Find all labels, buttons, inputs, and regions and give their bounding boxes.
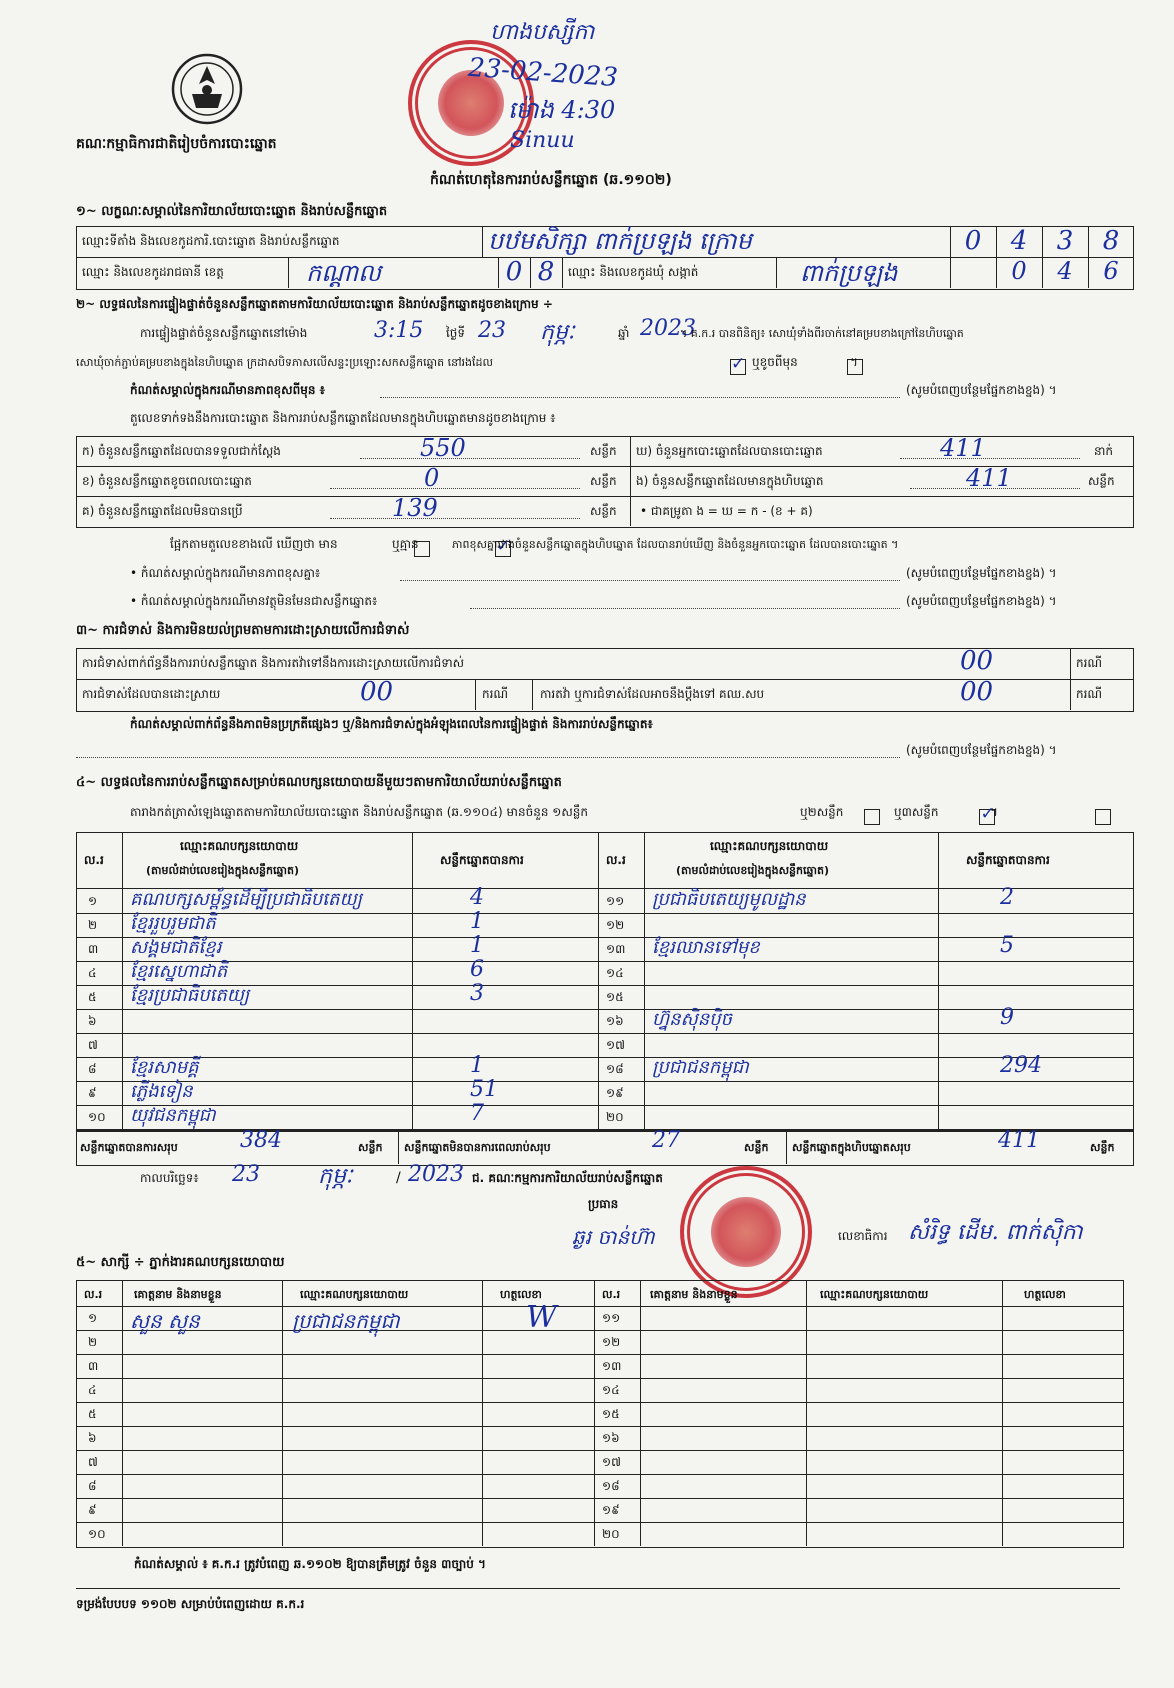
party-name: ខ្មែររួបរួមជាតិ (130, 913, 216, 934)
verify-year: 2023 (640, 316, 696, 341)
party-name: ប្រជាជនកម្ពុជា (652, 1057, 749, 1078)
witness-1-name: សួន សួន (130, 1309, 200, 1333)
party-votes: 1 (470, 1053, 484, 1078)
witness-1-party: ប្រជាជនកម្ពុជា (292, 1309, 400, 1333)
witness-row-no: ១៥ (602, 1407, 620, 1421)
date-year: 2023 (408, 1162, 464, 1187)
party-name: ខ្មែរប្រជាធិបតេយ្យ (130, 985, 250, 1006)
witness-row-no: ៥ (88, 1407, 97, 1421)
tally-sheet-text: តារាងកត់ត្រាសំឡេងឆ្នោតតាមការិយាល័យបោះឆ្នោត និងរាប់សន្លឹកឆ្នោត (ឆ.១១០៤) មានចំនួន ១សន្លឹក (130, 805, 588, 819)
commune-label: ឈ្មោះ និងលេខកូដឃុំ សង្កាត់ (568, 265, 699, 279)
objection-r3-value: 00 (960, 677, 994, 707)
witness-table (76, 1280, 1124, 1548)
table-row-line (76, 1354, 1124, 1355)
party-row-no: ៦ (88, 1014, 97, 1028)
party-row-no: ៧ (88, 1038, 98, 1052)
party-name: ភ្លើងទៀន (130, 1081, 193, 1102)
witness-row-no: ២០ (602, 1527, 620, 1541)
table-row-line (76, 1009, 1134, 1010)
witness-row-no: ៤ (88, 1383, 97, 1397)
party-votes: 9 (1000, 1005, 1014, 1030)
invalid-total-value: 27 (652, 1128, 680, 1153)
party-name: ហ្វ៊ុនស៊ិនប៉ិច (652, 1009, 732, 1030)
figure-kh-value: 0 (424, 464, 440, 492)
table-row-line (76, 913, 1134, 914)
commune-code-digit: 0 (1011, 257, 1027, 285)
section-1-heading: ១~ លក្ខណៈសម្គាល់នៃការិយាល័យបោះឆ្នោត និងរាប់សន្លឹកឆ្នោត (76, 204, 388, 219)
party-row-no: ៣ (88, 942, 99, 956)
figure-ng-value: 411 (966, 464, 1012, 492)
figures-intro: តួលេខទាក់ទងនឹងការបោះឆ្នោត និងការរាប់សន្លឹកឆ្នោតដែលមានក្នុងហិបឆ្នោតមានដូចខាងក្រោម ៖ (130, 411, 556, 425)
witness-row-no: ៣ (88, 1359, 99, 1373)
party-votes: 5 (1000, 933, 1014, 958)
table-row-line (76, 1330, 1124, 1331)
org-name: គណៈកម្មាធិការជាតិរៀបចំការបោះឆ្នោត (76, 136, 277, 152)
figure-k-value: 550 (420, 434, 466, 462)
witness-row-no: ៧ (88, 1455, 98, 1469)
party-name: ខ្មែរស្នេហាជាតិ (130, 961, 228, 982)
date-label: កាលបរិច្ឆេទ៖ (140, 1171, 199, 1185)
diff-bullet-1: • កំណត់សម្គាល់ក្នុងករណីមានភាពខុសគ្នា៖ (130, 566, 321, 580)
party-name: ប្រជាធិបតេយ្យមូលដ្ឋាន (652, 889, 806, 910)
party-row-no: ៩ (88, 1086, 97, 1100)
witness-row-no: ១៦ (602, 1431, 620, 1445)
table-row-line (76, 961, 1134, 962)
party-row-no: ១៨ (606, 1062, 624, 1076)
party-row-no: ១៥ (606, 990, 624, 1004)
party-votes: 4 (470, 885, 484, 910)
station-code-digit: 0 (964, 226, 982, 256)
witness-row-no: ១០ (88, 1527, 106, 1541)
figure-g-label: គ) ចំនួនសន្លឹកឆ្នោតដែលមិនបានប្រើ (82, 504, 243, 518)
figure-ng-label: ង) ចំនួនសន្លឹកឆ្នោតដែលមានក្នុងហិបឆ្នោត (636, 474, 824, 488)
one-sheet-checkbox[interactable] (864, 809, 880, 825)
party-row-no: ៨ (88, 1062, 97, 1076)
party-votes: 7 (470, 1101, 484, 1126)
province-label: ឈ្មោះ និងលេខកូដរាជធានី ខេត្ត (82, 265, 224, 279)
section-2-heading: ២~ លទ្ធផលនៃការផ្ទៀងផ្ទាត់ចំនួនសន្លឹកឆ្នោតតាមការិយាល័យបោះឆ្នោត និងរាប់សន្លឹកឆ្នោតដូចខាងក្រោម ÷ (76, 297, 553, 311)
party-votes: 1 (470, 933, 484, 958)
table-row-line (76, 1105, 1134, 1106)
figure-k-label: ក) ចំនួនសន្លឹកឆ្នោតដែលបានទទួលជាក់ស្តែង (82, 444, 281, 458)
station-code-digit: 8 (1102, 226, 1120, 256)
three-sheet-checkbox[interactable] (1095, 809, 1111, 825)
objection-r2-value: 00 (360, 677, 394, 707)
party-votes: 6 (470, 957, 484, 982)
handwritten-label: ហាងបស្សីកា (490, 20, 595, 45)
party-name: យុវជនកម្ពុជា (130, 1105, 216, 1126)
seal-broken-label: ឬខូចពីមុន (752, 355, 798, 369)
witness-row-no: ១៣ (602, 1359, 622, 1373)
figure-kh-label: ខ) ចំនួនសន្លឹកឆ្នោតខូចពេលបោះឆ្នោត (82, 474, 252, 488)
station-name-label: ឈ្មោះទីតាំង និងលេខកូដការិ.បោះឆ្នោត និងរាប់សន្លឹកឆ្នោត (82, 234, 340, 248)
party-row-no: ៥ (88, 990, 97, 1004)
table-row-line (76, 1081, 1134, 1082)
totals-row (76, 1130, 1134, 1166)
secretary-label: លេខាធិការ (838, 1229, 888, 1243)
objection-r1-value: 00 (960, 646, 994, 676)
box-total-label: សន្លឹកឆ្នោតក្នុងហិបឆ្នោតសរុប (792, 1141, 911, 1154)
figure-g-value: 139 (392, 494, 438, 522)
witness-row-no: ៦ (88, 1431, 97, 1445)
province-code-digit: 8 (537, 257, 555, 287)
valid-total-label: សន្លឹកឆ្នោតបានការសរុប (80, 1141, 178, 1154)
witness-row-no: ២ (88, 1335, 98, 1349)
table-row-line (76, 1402, 1124, 1403)
diff-check-text-a: ផ្អែកតាមតួលេខខាងលើ ឃើញថា មាន (170, 537, 338, 551)
section-5-heading: ៥~ សាក្សី ÷ ភ្នាក់ងារគណបក្សនយោបាយ (76, 1255, 285, 1270)
figure-formula: • ជាគម្រូតា ង = ឃ = ក - (ខ + គ) (640, 504, 813, 518)
invalid-total-label: សន្លឹកឆ្នោតមិនបានការពេលរាប់សរុប (404, 1141, 551, 1154)
party-votes: 3 (470, 981, 484, 1006)
box-total-value: 411 (998, 1128, 1040, 1153)
party-row-no: ២ (88, 918, 98, 932)
figure-gh-label: ឃ) ចំនួនអ្នកបោះឆ្នោតដែលបានបោះឆ្នោត (636, 444, 823, 458)
form-title: កំណត់ហេតុនៃការរាប់សន្លឹកឆ្នោត (ឆ.១១០២) (430, 172, 672, 188)
table-row-line (76, 1033, 1134, 1034)
party-row-no: ១៤ (606, 966, 624, 980)
diff-note-label: កំណត់សម្គាល់ក្នុងករណីមានភាពខុសពីមុន ៖ (130, 383, 325, 397)
verify-time: 3:15 (374, 318, 424, 343)
table-row-line (76, 1378, 1124, 1379)
witness-row-no: ១ (88, 1311, 98, 1325)
seal-intact-checkbox[interactable] (730, 359, 746, 375)
footer-note: កំណត់សម្គាល់ ៖ គ.ក.រ ត្រូវបំពេញ ឆ.១១០២ ឱ្យបានត្រឹមត្រូវ ចំនួន ៣ច្បាប់ ។ (134, 1557, 486, 1571)
verify-text-2: សោឃុំចាក់ភ្ជាប់គម្របខាងក្នុងនៃហិបឆ្នោត ក្រដាសបិទភាសលើសន្ទះប្រឡោះសកសន្លឹកឆ្នោត នៅរងដែល (76, 356, 493, 369)
verify-day: 23 (478, 318, 506, 343)
station-code-digit: 3 (1056, 226, 1074, 256)
verify-text-d: ។ គ.ក.រ បានពិនិត្យ៖ សោឃុំទាំងពីរចាក់នៅគម្របខាងក្រៅនៃហិបឆ្នោត (680, 327, 964, 340)
party-row-no: ១៩ (606, 1086, 624, 1100)
party-row-no: ២០ (606, 1110, 624, 1124)
table-row-line (76, 1522, 1124, 1523)
committee-label: ជ. គណៈកម្មការការិយាល័យរាប់សន្លឹកឆ្នោត (472, 1171, 663, 1185)
objection-note: កំណត់សម្គាល់ពាក់ព័ន្ធនឹងភាពមិនប្រក្រតីផ្សេងៗ ឬ/និងការជំទាស់ក្នុងអំឡុងពេលនៃការផ្ទៀងផ្ទាត់ និងការរាប់សន្លឹកឆ្នោត៖ (130, 717, 653, 731)
commune-value: ពាក់ប្រឡង (800, 259, 898, 287)
party-votes: 1 (470, 909, 484, 934)
table-row-line (76, 1057, 1134, 1058)
party-name: គណបក្សសម្ព័ន្ធដើម្បីប្រជាធិបតេយ្យ (130, 889, 362, 910)
table-row-line (76, 1450, 1124, 1451)
chair-label: ប្រធាន (588, 1197, 619, 1211)
station-code-digit: 4 (1010, 226, 1028, 256)
table-row-line (76, 1498, 1124, 1499)
objection-r3-label: ការតវ៉ា ឬការជំទាស់ដែលអាចនឹងប្តឹងទៅ គឈ.សប (540, 687, 765, 701)
table-row-line (76, 1426, 1124, 1427)
party-row-no: ១៧ (606, 1038, 625, 1052)
party-votes: 294 (1000, 1053, 1042, 1078)
witness-row-no: ១៩ (602, 1503, 620, 1517)
party-name: ខ្មែរសាមគ្គី (130, 1057, 199, 1078)
party-votes: 51 (470, 1077, 498, 1102)
diff-no-label: ឬគ្មាន (392, 537, 419, 551)
witness-row-no: ១៤ (602, 1383, 620, 1397)
table-row-line (76, 1306, 1124, 1307)
witness-row-no: ៩ (88, 1503, 97, 1517)
party-name: ខ្មែរឈានទៅមុខ (652, 937, 760, 958)
commune-code-digit: 4 (1057, 257, 1073, 285)
date-month: កុម្ភៈ (318, 1164, 353, 1189)
secretary-name: សំរិទ្ធ ដើម. ពាក់ស៊ិកា (908, 1220, 1083, 1245)
handwritten-date: 23-02-2023 (467, 52, 619, 94)
diff-bullet-2: • កំណត់សម្គាល់ក្នុងករណីមានវត្ថុមិនមែនជាសន្លឹកឆ្នោត៖ (130, 594, 378, 608)
verify-text-b: ថ្ងៃទី (446, 326, 466, 340)
party-row-no: ១ (88, 894, 98, 908)
section-4-heading: ៤~ លទ្ធផលនៃការរាប់សន្លឹកឆ្នោតសម្រាប់គណបក្សនយោបាយនីមួយៗតាមការិយាល័យរាប់សន្លឹកឆ្នោត (76, 775, 562, 790)
table-row-line (76, 937, 1134, 938)
province-value: កណ្តាល (306, 259, 381, 287)
verify-month: កុម្ភៈ (540, 320, 575, 345)
figure-gh-value: 411 (940, 434, 986, 462)
party-name: សង្គមជាតិខ្មែរ (130, 937, 222, 958)
party-row-no: ១២ (606, 918, 625, 932)
verify-text-c: ឆ្នាំ (618, 326, 630, 340)
party-row-no: ១១ (606, 894, 625, 908)
objection-r1-label: ការជំទាស់ពាក់ព័ន្ធនឹងការរាប់សន្លឹកឆ្នោត និងការតវ៉ាទៅនឹងការដោះស្រាយលើការជំទាស់ (82, 656, 465, 670)
nec-emblem-icon (168, 50, 246, 128)
verify-text-a: ការផ្ទៀងផ្ទាត់ចំនួនសន្លឹកឆ្នោតនៅម៉ោង (140, 326, 308, 340)
election-form-page: គណៈកម្មាធិការជាតិរៀបចំការបោះឆ្នោត ហាងបស្សីកា 23-02-2023 ម៉ោង 4:30 Sinuu កំណត់ហេតុនៃការរាប់សន្លឹកឆ្នោត (ឆ.១១០២) ១~ លក្ខណៈសម្គាល់នៃការិយាល័យបោះឆ្នោត និងរាប់សន្លឹកឆ្នោត ឈ្មោះទីតាំង និងលេខកូដការិ.បោះឆ្នោត និងរាប់សន្លឹកឆ្នោត បឋមសិក្សា ពាក់ប្រឡង ក្រោម 0 4 3 8 ឈ្មោះ និងលេខកូដរាជធានី ខេត្ត កណ្តាល 0 8 ឈ្មោះ និងលេខកូដឃុំ សង្កាត់ ពាក់ប្រឡង 0 4 6 ២~ លទ្ធផលនៃការផ្ទៀងផ្ទាត់ចំនួនសន្លឹកឆ្នោតតាមការិយាល័យបោះឆ្នោត និងរាប់សន្លឹកឆ្នោតដូចខាងក្រោម ÷ ការផ្ទៀងផ្ទាត់ចំនួនសន្លឹកឆ្នោតនៅម៉ោង 3:15 ថ្ងៃទី 23 កុម្ភៈ ឆ្នាំ 2023 ។ គ.ក.រ បានពិនិត្យ៖ សោឃុំទាំងពីរចាក់នៅគម្របខាងក្រៅនៃហិបឆ្នោត សោឃុំចាក់ភ្ជាប់គម្របខាងក្នុងនៃហិបឆ្នោត ក្រដាសបិទភាសលើសន្ទះប្រឡោះសកសន្លឹកឆ្នោត នៅរងដែល ✓ ឬខូចពីមុន ។ កំណត់សម្គាល់ក្នុងករណីមានភាពខុសពីមុន ៖ (សូមបំពេញបន្ថែមផ្នែកខាងខ្នង) ។ តួលេខទាក់ទងនឹងការបោះឆ្នោត និងការរាប់សន្លឹកឆ្នោតដែលមានក្នុងហិបឆ្នោតមានដូចខាងក្រោម ៖ ក) ចំនួនសន្លឹកឆ្នោតដែលបានទទួលជាក់ស្តែង 550 សន្លឹក ខ) ចំនួនសន្លឹកឆ្នោតខូចពេលបោះឆ្នោត 0 សន្លឹក គ) ចំនួនសន្លឹកឆ្នោតដែលមិនបានប្រើ 139 សន្លឹក ឃ) ចំនួនអ្នកបោះឆ្នោតដែលបានបោះឆ្នោត 411 នាក់ ង) ចំនួនសន្លឹកឆ្នោតដែលមានក្នុងហិបឆ្នោត 411 សន្លឹក • ជាគម្រូតា ង = ឃ = ក - (ខ + គ) ផ្អែកតាមតួលេខខាងលើ ឃើញថា មាន ឬគ្មាន ✓ ភាពខុសគ្នារវាងចំនួនសន្លឹកឆ្នោតក្នុងហិបឆ្នោត ដែលបានរាប់ឃើញ និងចំនួនអ្នកបោះឆ្នោត ដែលបានបោះឆ្នោត ។ • កំណត់សម្គាល់ក្នុងករណីមានភាពខុសគ្នា៖ (សូមបំពេញបន្ថែមផ្នែកខាងខ្នង) ។ • កំណត់សម្គាល់ក្នុងករណីមានវត្ថុមិនមែនជាសន្លឹកឆ្នោត៖ (សូមបំពេញបន្ថែមផ្នែកខាងខ្នង) ។ ៣~ ការជំទាស់ និងការមិនយល់ព្រមតាមការដោះស្រាយលើការជំទាស់ ការជំទាស់ពាក់ព័ន្ធនឹងការរាប់សន្លឹកឆ្នោត និងការតវ៉ាទៅនឹងការដោះស្រាយលើការជំទាស់ 00 ករណី ការជំទាស់ដែលបានដោះស្រាយ 00 ករណី ការតវ៉ា ឬការជំទាស់ដែលអាចនឹងប្តឹងទៅ គឈ.សប 00 ករណី កំណត់សម្គាល់ពាក់ព័ន្ធនឹងភាពមិនប្រក្រតីផ្សេងៗ ឬ/និងការជំទាស់ក្នុងអំឡុងពេលនៃការផ្ទៀងផ្ទាត់ និងការរាប់សន្លឹកឆ្នោត៖ (សូមបំពេញបន្ថែមផ្នែកខាងខ្នង) ។ ៤~ លទ្ធផលនៃការរាប់សន្លឹកឆ្នោតសម្រាប់គណបក្សនយោបាយនីមួយៗតាមការិយាល័យរាប់សន្លឹកឆ្នោត តារាងកត់ត្រាសំឡេងឆ្នោតតាមការិយាល័យបោះឆ្នោត និងរាប់សន្លឹកឆ្នោត (ឆ.១១០៤) មានចំនួន ១សន្លឹក ឬ២សន្លឹក ✓ ឬ៣សន្លឹក ។ ល.រ ឈ្មោះគណបក្សនយោបាយ (តាមលំដាប់លេខរៀងក្នុងសន្លឹកឆ្នោត) សន្លឹកឆ្នោតបានការ ល.រ ឈ្មោះគណបក្សនយោបាយ (តាមលំដាប់លេខរៀងក្នុងសន្លឹកឆ្នោត) សន្លឹកឆ្នោតបានការ ១ គណបក្សសម្ព័ន្ធដើម្បីប្រជាធិបតេយ្យ 4 ១១ ប្រជាធិបតេយ្យមូលដ្ឋាន 2 ២ ខ្មែររួបរួមជាតិ 1 ១២ ៣ សង្គមជាតិខ្មែរ 1 ១៣ ខ្មែរឈានទៅមុខ 5 ៤ ខ្មែរស្នេហាជាតិ 6 ១៤ ៥ ខ្មែរប្រជាធិបតេយ្យ 3 ១៥ ៦ ១៦ ហ្វ៊ុនស៊ិនប៉ិច 9 ៧ ១៧ ៨ ខ្មែរសាមគ្គី 1 ១៨ ប្រជាជនកម្ពុជា 294 ៩ ភ្លើងទៀន 51 ១៩ ១០ យុវជនកម្ពុជា 7 ២០ សន្លឹកឆ្នោតបានការសរុប 384 សន្លឹក សន្លឹកឆ្នោតមិនបានការពេលរាប់សរុប 27 សន្លឹក សន្លឹកឆ្នោតក្នុងហិបឆ្នោតសរុប 411 សន្លឹក កាលបរិច្ឆេទ៖ 23 កុម្ភៈ / 2023 ជ. គណៈកម្មការការិយាល័យរាប់សន្លឹកឆ្នោត ប្រធាន ឆ្ងរ ចាន់ហ៊ា លេខាធិការ សំរិទ្ធ ដើម. ពាក់ស៊ិកា ៥~ សាក្សី ÷ ភ្នាក់ងារគណបក្សនយោបាយ ល.រ គោត្តនាម និងនាមខ្លួន ឈ្មោះគណបក្សនយោបាយ ហត្ថលេខា ល.រ គោត្តនាម និងនាមខ្លួន ឈ្មោះគណបក្សនយោបាយ ហត្ថលេខា ១ ១១ ២ ១២ ៣ ១៣ ៤ ១៤ ៥ ១៥ ៦ ១៦ ៧ ១៧ ៨ ១៨ ៩ ១៩ ១០ ២០ សួន សួន ប្រជាជនកម្ពុជា W កំណត់សម្គាល់ ៖ គ.ក.រ ត្រូវបំពេញ ឆ.១១០២ ឱ្យបានត្រឹមត្រូវ ចំនួន ៣ច្បាប់ ។ ទម្រង់បែបបទ ១១០២ សម្រាប់បំពេញដោយ គ.ក.រ (0, 0, 1174, 1688)
party-row-no: ១៦ (606, 1014, 624, 1028)
party-row-no: ៤ (88, 966, 97, 980)
commune-code-digit: 6 (1103, 257, 1119, 285)
province-code-digit: 0 (505, 257, 523, 287)
objection-r2-label: ការជំទាស់ដែលបានដោះស្រាយ (82, 687, 221, 701)
fill-note: (សូមបំពេញបន្ថែមផ្នែកខាងខ្នង) ។ (906, 383, 1057, 397)
party-row-no: ១៣ (606, 942, 626, 956)
witness-row-no: ១៨ (602, 1479, 620, 1493)
witness-row-no: ១៧ (602, 1455, 621, 1469)
witness-row-no: ៨ (88, 1479, 97, 1493)
valid-total-value: 384 (240, 1128, 282, 1153)
witness-row-no: ១១ (602, 1311, 621, 1325)
bottom-official-seal (680, 1166, 812, 1298)
form-version: ទម្រង់បែបបទ ១១០២ សម្រាប់បំពេញដោយ គ.ក.រ (76, 1597, 305, 1611)
section-3-heading: ៣~ ការជំទាស់ និងការមិនយល់ព្រមតាមការដោះស្រាយលើការជំទាស់ (76, 623, 410, 638)
table-row-line (76, 1474, 1124, 1475)
diff-check-text-c: ភាពខុសគ្នារវាងចំនួនសន្លឹកឆ្នោតក្នុងហិបឆ្នោត ដែលបានរាប់ឃើញ និងចំនួនអ្នកបោះឆ្នោត ដែលបានបោះឆ្នោត ។ (452, 538, 899, 551)
party-row-no: ១០ (88, 1110, 106, 1124)
station-name-value: បឋមសិក្សា ពាក់ប្រឡង ក្រោម (488, 227, 752, 255)
chair-signature: ឆ្ងរ ចាន់ហ៊ា (572, 1225, 655, 1249)
party-votes: 2 (1000, 885, 1014, 910)
witness-1-signature: W (526, 1300, 557, 1335)
witness-row-no: ១២ (602, 1335, 621, 1349)
handwritten-time: ម៉ោង 4:30 (508, 96, 616, 124)
date-day: 23 (232, 1162, 260, 1187)
handwritten-initial: Sinuu (510, 128, 575, 153)
